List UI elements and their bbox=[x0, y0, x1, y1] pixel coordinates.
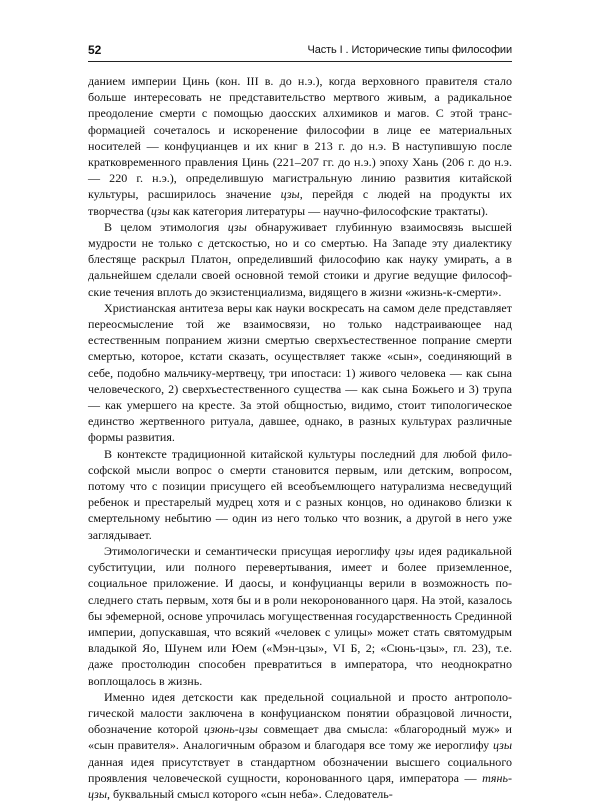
italic-term: цзы bbox=[394, 543, 414, 558]
italic-term: цзюнь-цзы bbox=[203, 722, 258, 737]
italic-term: цзы bbox=[150, 203, 170, 218]
italic-term: тянь-цзы bbox=[88, 770, 512, 801]
body-text bbox=[88, 73, 512, 802]
italic-term: цзы bbox=[492, 738, 512, 753]
page-number: 52 bbox=[88, 43, 102, 57]
running-title: Часть I . Исторические типы философии bbox=[307, 44, 512, 56]
italic-term: цзы bbox=[280, 187, 300, 202]
paragraph-4: В контексте традиционной китайской культуры последний для любой философской мысли вопрос о смерти становится первым, или детским, вопросом, потому что с позиции присущего ей всеобъемлющего натурализма несведущий ребенок и престарелый мудрец хотя и с разных концов, но одинаково близки к смертельному небытию — один из него только что возник, а другой в него уже заглядывает. bbox=[88, 446, 512, 542]
header-rule bbox=[88, 61, 512, 62]
italic-term: цзы bbox=[227, 219, 247, 234]
paragraph-2: В целом этимология цзы обнаруживает глубинную взаимосвязь высшей мудрости не только с детскостью, но и со смертью. На Западе эту диалектику блестяще раскрыл Платон, определивший философию как науку умирать, а в дальнейшем сделали своей основной темой стоики и другие ведущие философские течения вплоть до экзистенциализма, видящего в жизни «жизнь-к-смерти». bbox=[88, 219, 512, 299]
page-header bbox=[88, 42, 512, 60]
paragraph-1: данием империи Цинь (кон. III в. до н.э.), когда верховного правителя стало больше интересовать не представительство мертвого живым, а радикальное преодоление смерти с помощью даосских алхимиков и магов. С этой трансформацией сочеталось и искоренение философии в лице ее материальных носителей — конфуцианцев и их книг в 213 г. до н.э. В наступившую после кратковременного правления Цинь (221–207 гг. до н.э.) эпоху Хань (206 г. до н.э. — 220 г. н.э.), определившую магистральную линию развития китайской культуры, расширилось значение цзы, перейдя с людей на продукты их творчества (цзы как категория литературы — научно-философские трактаты). bbox=[88, 74, 512, 218]
paragraph-3: Христианская антитеза веры как науки воскресать на самом деле представляет переосмысление той же взаимосвязи, но только надстраивающее над естественным попранием жизни смертью сверхъестественное попрание смерти смертью, которое, кстати сказать, осуществляет также «сын», соединяющий в себе, подобно мальчику-мертвецу, три ипостаси: 1) живого человека — как сына человеческого, 2) сверхъестественного существа — как сына Божьего и 3) трупа — как умершего на кресте. За этой общностью, видимо, стоит типологическое единство жертвенного ритуала, давшее, однако, в разных культурах различные формы развития. bbox=[88, 300, 512, 445]
paragraph-6: Именно идея детскости как предельной социальной и просто антропологической малости заключена в конфуцианском понятии образцовой личности, обозначение которой цзюнь-цзы совмещает два смысла: «благородный муж» и «сын правителя». Аналогичным образом и благодаря все тому же иероглифу цзы данная идея присутствует в стандартном обозначении высшего социального проявления человеческой сущности, коронованного царя, императора — тянь-цзы, буквальный смысл которого «сын неба». Следователь- bbox=[88, 689, 512, 801]
paragraph-5: Этимологически и семантически присущая иероглифу цзы идея радикальной субституции, или полного перевертывания, имеет и более приземленное, социальное приложение. И даосы, и конфуцианцы верили в возможность последнего стать первым, хотя бы и в роли некоронованного царя. На этой, казалось бы эфемерной, основе упрочилась могущественная государственность Срединной империи, допускавшая, что всякий «человек с улицы» может стать святомудрым владыкой Яо, Шунем или Юем («Мэн-цзы», VI Б, 2; «Сюнь-цзы», гл. 23), т.е. даже простолюдин способен превратиться в императора, что неоднократно воплощалось в жизнь. bbox=[88, 543, 512, 688]
